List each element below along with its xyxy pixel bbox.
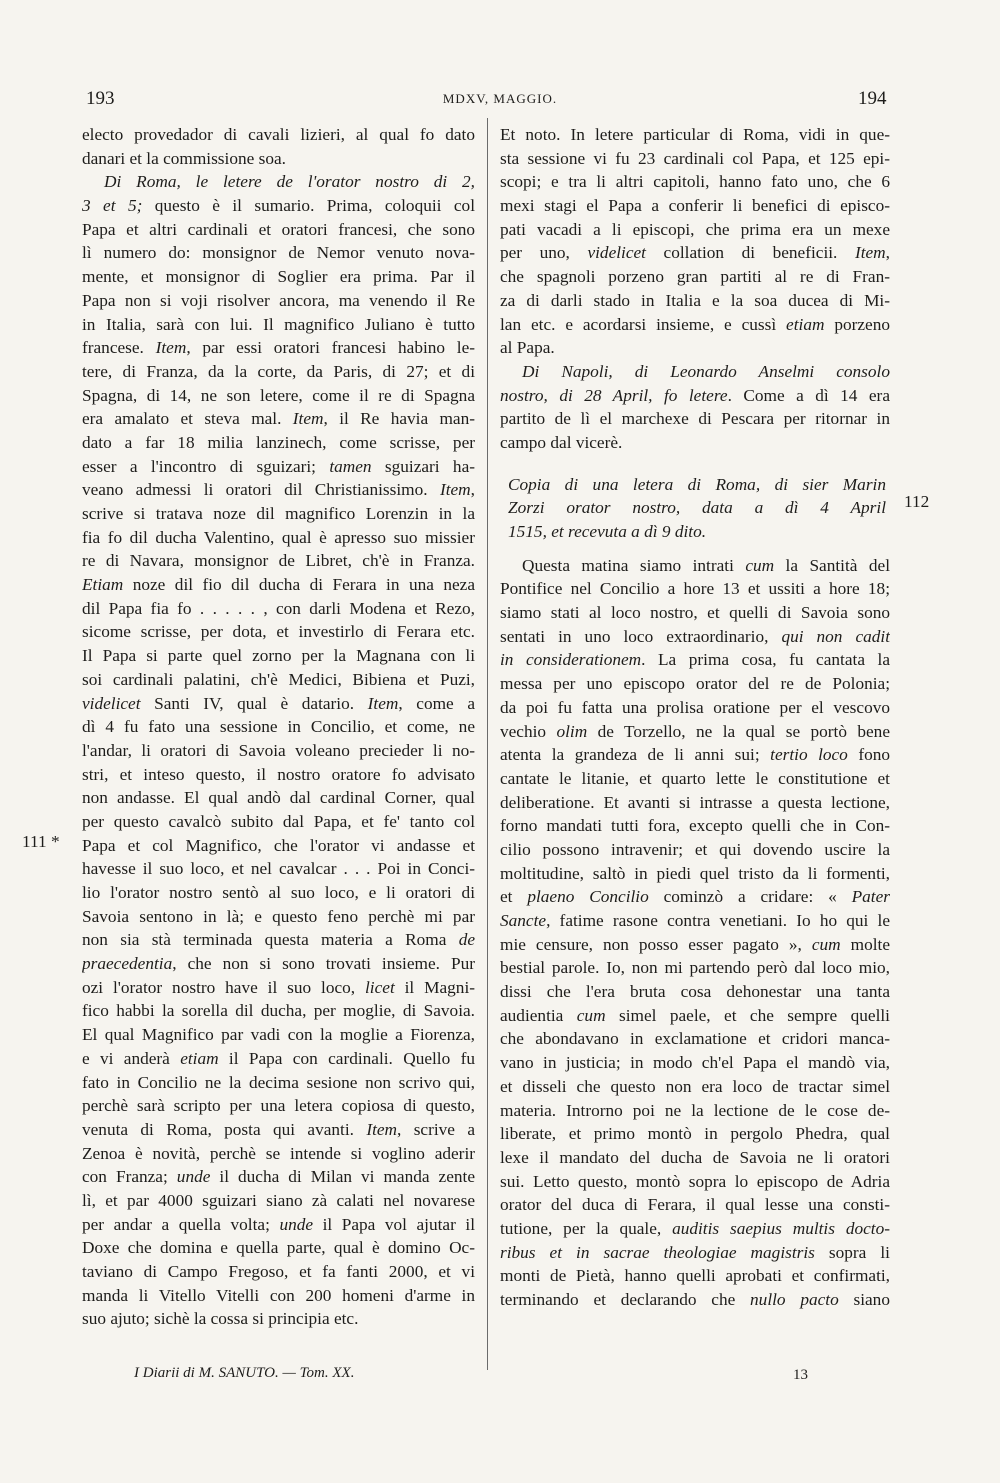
text-line: cilio possono intravenir; et qui dovendo uscire la (500, 839, 890, 859)
text-line: Zenoa è novità, perchè se intende si voglino aderir (82, 1143, 475, 1163)
text-line: dì 4 fu fato una sessione in Concilio, et come, ne (82, 717, 475, 737)
text-line: lexe il mandato del ducha de Savoia ne li oratori (500, 1147, 890, 1167)
text-line: veano admessi li oratori dil Christianissimo. Item, (82, 480, 475, 500)
text-line: Papa et altri cardinali et oratori francesi, che sono (82, 219, 475, 239)
text-line: et disseli che questo non era loco de tractar simel (500, 1076, 890, 1096)
text-line: lì, et par 4000 sguizari siano zà calati nel novarese (82, 1190, 475, 1210)
text-line: al Papa. (500, 338, 555, 358)
text-line: venuta di Roma, posta qui avanti. Item, scrive a (82, 1119, 475, 1139)
text-line: dato a far 18 milia lanzinech, come scrisse, per (82, 432, 475, 452)
text-line: Papa non si voji risolver ancora, ma venendo il Re (82, 290, 475, 310)
text-line: havesse il suo loco, et nel cavalcar . . . Poi in Conci- (82, 859, 475, 879)
text-line: sta sessione vi fu 23 cardinali col Papa, et 125 epi- (500, 148, 890, 168)
text-line: sicome scrisse, per dota, et investirlo di Ferara etc. (82, 622, 475, 642)
text-line: esser a l'incontro di sguizari; tamen sguizari ha- (82, 456, 475, 476)
text-line: orator del duca di Ferara, il qual lesse una consti- (500, 1195, 890, 1215)
left-column (82, 123, 475, 1331)
text-line: bestial parole. Io, non mi partendo però dal loco mio, (500, 958, 890, 978)
text-line: za di darli stado in Italia e la soa ducea di Mi- (500, 290, 890, 310)
text-line: dil Papa fia fo . . . . . , con darli Modena et Rezo, (82, 598, 475, 618)
text-line: deliberatione. Et avanti si intrasse a questa lectione, (500, 792, 890, 812)
text-line: non sia stà terminada questa materia a Roma de (82, 930, 475, 950)
text-line: videlicet Santi IV, qual è datario. Item, come a (82, 693, 475, 713)
text-line: sentati in uno loco extraordinario, qui non cadit (500, 626, 890, 646)
text-line: cantate le litanie, et quarto lette le constitutione et (500, 768, 890, 788)
text-line: mie censure, non posso esser pagato », cum molte (500, 934, 890, 954)
text-line: lio l'orator nostro sentò al suo loco, e li oratori di (82, 883, 475, 902)
text-line: manda li Vitello Vitelli con 200 homeni d'arme in (82, 1285, 475, 1305)
text-line: Doxe che domina e quella parte, qual è domino Oc- (82, 1238, 475, 1258)
text-line: Di Roma, le letere de l'orator nostro di 2, (104, 172, 475, 192)
text-line: partito de lì el marchexe di Pescara per ritornar in (500, 409, 890, 429)
page-number-left: 193 (86, 88, 115, 109)
text-line: lì numero do: monsignor de Nemor venuto nova- (82, 243, 475, 263)
text-line: in Italia, sarà con lui. Il magnifico Juliano è tutto (82, 314, 475, 334)
text-line: pati vacadi a li episcopi, che prima era un mexe (500, 219, 890, 239)
text-line: tere, di Franza, da la corte, da Paris, di 27; et di (82, 361, 475, 381)
letter-heading: Zorzi orator nostro, data a dì 4 April (508, 498, 886, 518)
text-line: che spagnoli porzeno gran partiti al re di Fran- (500, 267, 890, 287)
text-line: mente, et monsignor di Soglier era prima. Par il (82, 267, 475, 287)
text-line: Papa et col Magnifico, che l'orator vi andasse et (82, 835, 475, 855)
text-line: campo dal vicerè. (500, 432, 623, 452)
text-line: 3 et 5; questo è il sumario. Prima, coloquii col (82, 196, 475, 216)
right-column (500, 123, 890, 1312)
text-line: vechio olim de Torzello, ne la qual se portò bene (500, 721, 890, 741)
text-line: fato in Concilio ne la decima sesione non scrivo qui, (82, 1072, 475, 1092)
running-title: MDXV, MAGGIO. (442, 91, 558, 106)
text-line: l'andar, li oratori di Savoia voleano precieder li no- (82, 740, 475, 760)
text-line: mexi stagi el Papa a conferir li benefici di episco- (500, 196, 890, 216)
text-line: monti de Pietà, hanno quelli aprobati et confirmati, (500, 1266, 890, 1286)
text-line: vano in justicia; in modo ch'el Papa el mandò via, (500, 1053, 890, 1073)
text-line: stri, et inteso questo, il nostro oratore fo advisato (82, 764, 475, 784)
text-line: Pontifice nel Concilio a hore 13 et ussiti a hore 18; (500, 579, 890, 599)
text-line: moltitudine, saltò in piedi quel tristo da li formenti, (500, 863, 890, 883)
text-line: soi cardinali palatini, ch'è Medici, Bibiena et Puzi, (82, 669, 475, 689)
text-line: con Franza; unde il ducha di Milan vi manda zente (82, 1167, 475, 1187)
text-line: per questo cavalcò subito dal Papa, et fe' tanto col (82, 811, 475, 831)
letter-heading: Copia di una letera di Roma, di sier Marin (508, 474, 886, 494)
text-line: nostro, di 28 April, fo letere. Come a dì 14 era (500, 385, 890, 405)
text-line: forno mandati tutti fora, excepto quelli che in Con- (500, 816, 890, 836)
text-line: audientia cum simel paele, et che sempre quelli (500, 1005, 890, 1025)
letter-heading: 1515, et recevuta a dì 9 dito. (508, 522, 707, 541)
text-line: atenta la grandeza de li anni sui; tertio loco fono (500, 745, 890, 765)
text-line: taviano di Campo Fregoso, et fa fanti 2000, et vi (82, 1262, 475, 1281)
text-line: scopi; e tra li altri capitoli, hanno fato uno, che 6 (500, 172, 890, 192)
column-divider (487, 118, 488, 1370)
text-line: in considerationem. La prima cosa, fu cantata la (500, 650, 890, 670)
text-line: praecedentia, che non si sono trovati insieme. Pur (82, 954, 475, 974)
text-line: fia fo dil ducha Valentino, qual è apresso suo missier (82, 527, 475, 547)
text-line: Etiam noze dil fio dil ducha di Ferara in una neza (82, 575, 475, 595)
text-line: liberate, et primo montò in pergolo Phedra, qual (500, 1124, 890, 1144)
text-line: francese. Item, par essi oratori francesi habino le- (82, 338, 475, 358)
text-line: da poi fu fatta una prolisa oratione per el vescovo (500, 697, 890, 717)
text-line: electo provedador di cavali lizieri, al qual fo dato (82, 125, 475, 144)
text-line: per uno, videlicet collation di beneficii. Item, (500, 243, 890, 263)
text-line: siamo stati al loco nostro, et quelli di Savoia sono (500, 603, 890, 623)
text-line: perchè sarà scripto per una letera copiosa di questo, (82, 1096, 475, 1116)
text-line: Sancte, fatime rasone contra venetiani. Io ho qui le (500, 911, 890, 930)
text-line: ozi l'orator nostro have il suo loco, licet il Magni- (82, 977, 475, 997)
margin-note-left: 111 * (22, 832, 60, 851)
text-line: Di Napoli, di Leonardo Anselmi consolo (522, 361, 890, 381)
text-line: re di Navara, monsignor de Libret, ch'è in Franza. (82, 551, 475, 571)
text-line: Savoia sentono in là; e questo feno perchè mi par (82, 906, 475, 926)
text-line: danari et la commissione soa. (82, 148, 286, 168)
text-line: non andasse. El qual andò dal cardinal Corner, qual (82, 788, 475, 808)
text-line: scrive si tratava noze dil magnifico Lorenzin in la (82, 504, 475, 523)
text-line: El qual Magnifico par vadi con la moglie a Fiorenza, (82, 1025, 475, 1045)
text-line: per andar a quella volta; unde il Papa vol ajutar il (82, 1214, 475, 1234)
text-line: fico habbi la sorella dil ducha, per moglie, di Savoia. (82, 1001, 475, 1021)
text-line: dissi che l'era bruta cosa dehonestar una tanta (500, 982, 890, 1002)
text-line: era amalato et steva mal. Item, il Re havia man- (82, 409, 475, 429)
margin-note-right: 112 (904, 492, 930, 511)
text-line: et plaeno Concilio cominzò a cridare: « Pater (500, 887, 890, 907)
text-line: messa per uno episcopo orator del re de Polonia; (500, 674, 890, 694)
text-line: Il Papa si parte quel zorno per la Magnana con li (82, 646, 475, 666)
text-line: materia. Introrno poi ne la lectione de le cose de- (500, 1100, 890, 1120)
text-line: terminando et declarando che nullo pacto siano (500, 1290, 890, 1309)
signature-number: 13 (793, 1367, 808, 1383)
text-line: lan etc. e acordarsi insieme, e cussì etiam porzeno (500, 314, 890, 334)
text-line: che abondavano in exclamatione et cridori manca- (500, 1029, 890, 1049)
text-line: ribus et in sacrae theologiae magistris sopra li (500, 1242, 890, 1262)
text-line: Questa matina siamo intrati cum la Santità del (522, 555, 890, 575)
text-line: e vi anderà etiam il Papa con cardinali. Quello fu (82, 1048, 475, 1068)
text-line: Spagna, di 14, ne son letere, come il re di Spagna (82, 385, 475, 405)
text-line: sui. Letto questo, montò sopra lo episcopo de Adria (500, 1171, 890, 1191)
text-line: Et noto. In letere particular di Roma, vidi in que- (500, 125, 890, 144)
footer-citation: I Diarii di M. SANUTO. — Tom. XX. (134, 1365, 355, 1381)
text-line: tutione, per la quale, auditis saepius multis docto- (500, 1218, 890, 1238)
text-line: suo ajuto; sichè la cossa si principia etc. (82, 1309, 359, 1329)
page-number-right: 194 (858, 88, 887, 109)
page-header (0, 88, 1000, 112)
